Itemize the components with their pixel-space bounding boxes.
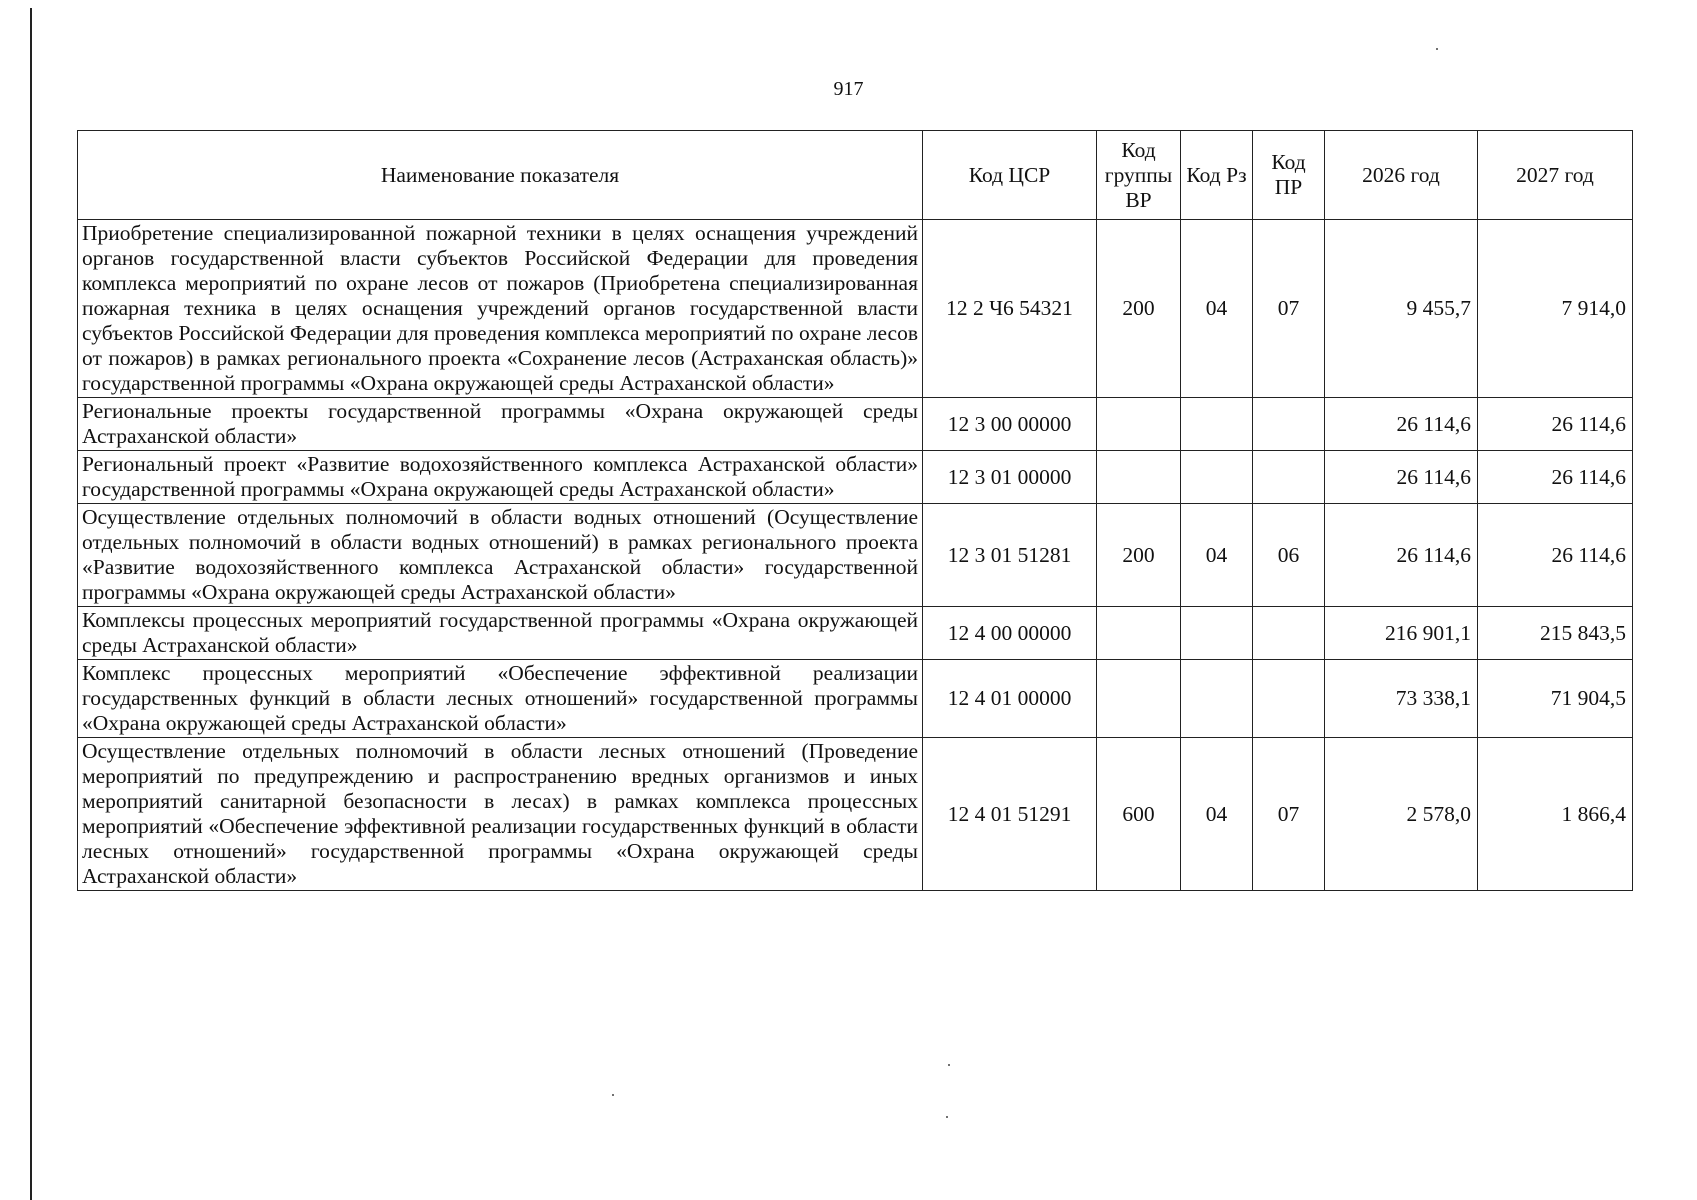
row-rz <box>1181 451 1253 504</box>
row-pr: 07 <box>1253 738 1325 891</box>
row-vr <box>1097 398 1181 451</box>
header-rz: Код Рз <box>1181 131 1253 220</box>
scan-speck <box>946 1116 948 1118</box>
row-rz: 04 <box>1181 220 1253 398</box>
table-row <box>78 660 1633 738</box>
row-csr: 12 3 01 51281 <box>923 504 1097 607</box>
table-header-row <box>78 131 1633 220</box>
table-row <box>78 220 1633 398</box>
row-name: Комплекс процессных мероприятий «Обеспечение эффективной реализации государственных функций в области лесных отношений» государственной программы «Охрана окружающей среды Астраханской области» <box>78 660 923 738</box>
row-name: Приобретение специализированной пожарной техники в целях оснащения учреждений органов государственной власти субъектов Российской Федерации для проведения комплекса мероприятий по охране лесов от пожаров (Приобретена специализированная пожарная техника в целях оснащения учреждений органов государственной власти субъектов Российской Федерации для проведения комплекса мероприятий по охране лесов от пожаров) в рамках регионального проекта «Сохранение лесов (Астраханская область)» государственной программы «Охрана окружающей среды Астраханской области» <box>78 220 923 398</box>
row-2027: 1 866,4 <box>1478 738 1633 891</box>
row-csr: 12 2 Ч6 54321 <box>923 220 1097 398</box>
row-rz: 04 <box>1181 738 1253 891</box>
row-vr <box>1097 607 1181 660</box>
row-vr: 200 <box>1097 504 1181 607</box>
row-2027: 215 843,5 <box>1478 607 1633 660</box>
row-rz <box>1181 398 1253 451</box>
row-2026: 26 114,6 <box>1325 504 1478 607</box>
header-2026: 2026 год <box>1325 131 1478 220</box>
scan-speck <box>948 1064 950 1066</box>
row-rz: 04 <box>1181 504 1253 607</box>
row-name: Региональный проект «Развитие водохозяйственного комплекса Астраханской области» государственной программы «Охрана окружающей среды Астраханской области» <box>78 451 923 504</box>
row-2026: 26 114,6 <box>1325 451 1478 504</box>
row-csr: 12 3 00 00000 <box>923 398 1097 451</box>
row-pr: 07 <box>1253 220 1325 398</box>
table-row <box>78 398 1633 451</box>
header-csr: Код ЦСР <box>923 131 1097 220</box>
scan-speck <box>1436 48 1438 50</box>
row-2026: 2 578,0 <box>1325 738 1478 891</box>
scan-speck <box>612 1094 614 1096</box>
row-name: Осуществление отдельных полномочий в области водных отношений (Осуществление отдельных полномочий в области водных отношений) в рамках регионального проекта «Развитие водохозяйственного комплекса Астраханской области» государственной программы «Охрана окружающей среды Астраханской области» <box>78 504 923 607</box>
table-row <box>78 738 1633 891</box>
row-csr: 12 4 01 00000 <box>923 660 1097 738</box>
header-2027: 2027 год <box>1478 131 1633 220</box>
row-pr <box>1253 607 1325 660</box>
row-2026: 9 455,7 <box>1325 220 1478 398</box>
row-2026: 73 338,1 <box>1325 660 1478 738</box>
page-number: 917 <box>833 78 864 100</box>
row-rz <box>1181 607 1253 660</box>
header-name: Наименование показателя <box>78 131 923 220</box>
row-vr <box>1097 451 1181 504</box>
row-2026: 26 114,6 <box>1325 398 1478 451</box>
row-pr <box>1253 660 1325 738</box>
table-row <box>78 607 1633 660</box>
table-row <box>78 504 1633 607</box>
row-vr: 600 <box>1097 738 1181 891</box>
table-row <box>78 451 1633 504</box>
row-2027: 26 114,6 <box>1478 398 1633 451</box>
row-csr: 12 3 01 00000 <box>923 451 1097 504</box>
header-vr: Код группы ВР <box>1097 131 1181 220</box>
row-vr: 200 <box>1097 220 1181 398</box>
row-rz <box>1181 660 1253 738</box>
row-2027: 26 114,6 <box>1478 504 1633 607</box>
row-name: Комплексы процессных мероприятий государственной программы «Охрана окружающей среды Астраханской области» <box>78 607 923 660</box>
budget-table <box>77 130 1633 891</box>
row-csr: 12 4 01 51291 <box>923 738 1097 891</box>
row-2027: 7 914,0 <box>1478 220 1633 398</box>
margin-rule <box>30 8 32 1200</box>
row-pr: 06 <box>1253 504 1325 607</box>
row-vr <box>1097 660 1181 738</box>
row-name: Региональные проекты государственной программы «Охрана окружающей среды Астраханской области» <box>78 398 923 451</box>
row-2027: 26 114,6 <box>1478 451 1633 504</box>
row-name: Осуществление отдельных полномочий в области лесных отношений (Проведение мероприятий по предупреждению и распространению вредных организмов и иных мероприятий санитарной безопасности в лесах) в рамках комплекса процессных мероприятий «Обеспечение эффективной реализации государственных функций в области лесных отношений» государственной программы «Охрана окружающей среды Астраханской области» <box>78 738 923 891</box>
row-csr: 12 4 00 00000 <box>923 607 1097 660</box>
header-pr: Код ПР <box>1253 131 1325 220</box>
row-pr <box>1253 451 1325 504</box>
row-2026: 216 901,1 <box>1325 607 1478 660</box>
row-pr <box>1253 398 1325 451</box>
row-2027: 71 904,5 <box>1478 660 1633 738</box>
